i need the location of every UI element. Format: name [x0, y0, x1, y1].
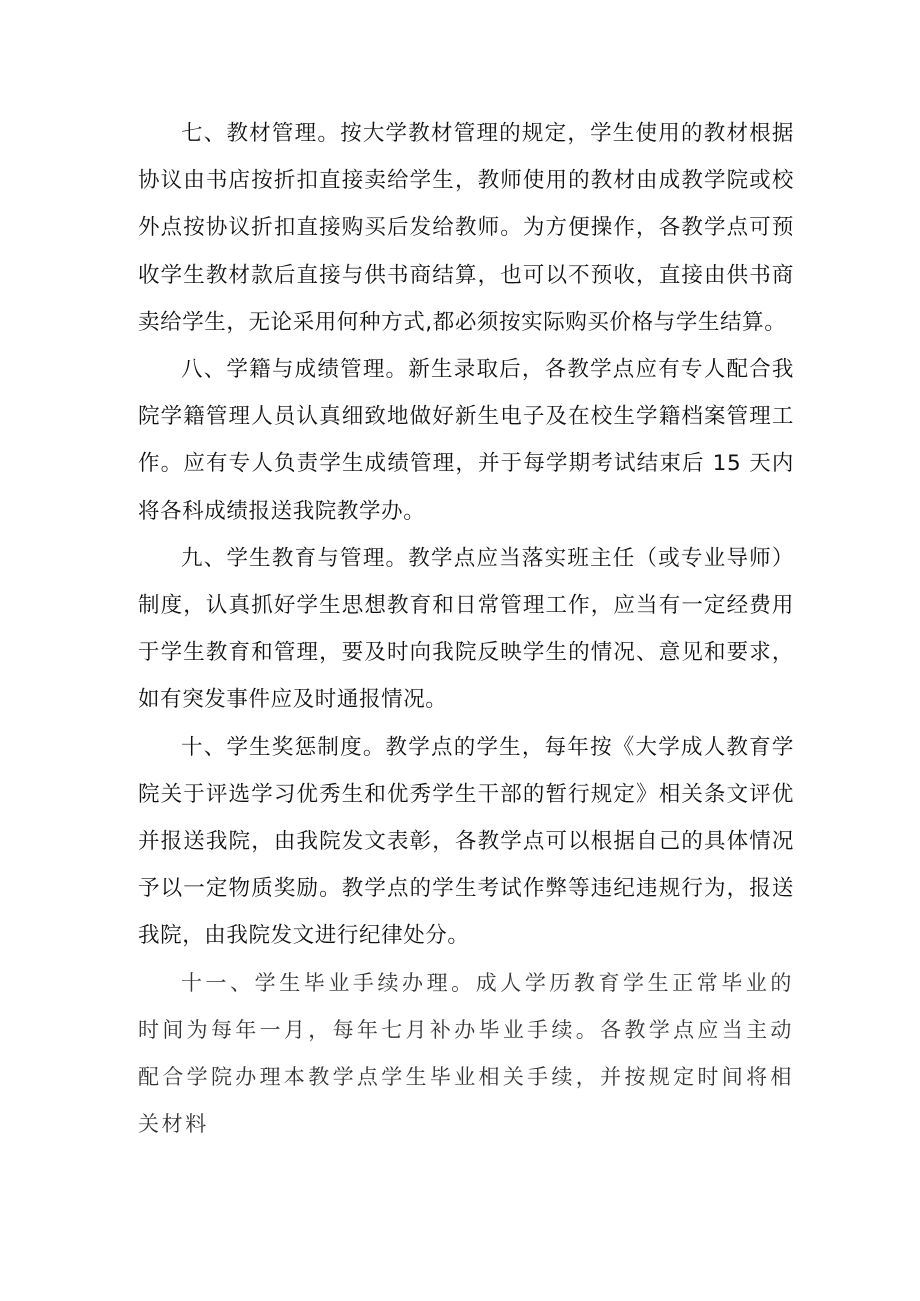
paragraph-graduation: 十一、学生毕业手续办理。成人学历教育学生正常毕业的时间为每年一月，每年七月补办毕业手续。各教学点应当主动配合学院办理本教学点学生毕业相关手续，并按规定时间将相关材料 — [138, 970, 794, 1137]
paragraph-records-grades: 八、学籍与成绩管理。新生录取后，各教学点应有专人配合我院学籍管理人员认真细致地做好新生电子及在校生学籍档案管理工作。应有专人负责学生成绩管理，并于每学期考试结束后 15 天内将各科成绩报送我院教学办。 — [138, 357, 794, 524]
paragraph-rewards-penalties: 十、学生奖惩制度。教学点的学生，每年按《大学成人教育学院关于评选学习优秀生和优秀学生干部的暂行规定》相关条文评优并报送我院，由我院发文表彰，各教学点可以根据自己的具体情况予以一定物质奖励。教学点的学生考试作弊等违纪违规行为，报送我院，由我院发文进行纪律处分。 — [138, 734, 794, 949]
paragraph-textbooks: 七、教材管理。按大学教材管理的规定，学生使用的教材根据协议由书店按折扣直接卖给学生，教师使用的教材由成教学院或校外点按协议折扣直接购买后发给教师。为方便操作，各教学点可预收学生教材款后直接与供书商结算，也可以不预收，直接由供书商卖给学生，无论采用何种方式,都必须按实际购买价格与学生结算。 — [138, 121, 794, 335]
paragraph-student-education: 九、学生教育与管理。教学点应当落实班主任（或专业导师）制度，认真抓好学生思想教育和日常管理工作，应当有一定经费用于学生教育和管理，要及时向我院反映学生的情况、意见和要求，如有突发事件应及时通报情况。 — [138, 545, 794, 713]
document-body — [138, 110, 794, 1148]
